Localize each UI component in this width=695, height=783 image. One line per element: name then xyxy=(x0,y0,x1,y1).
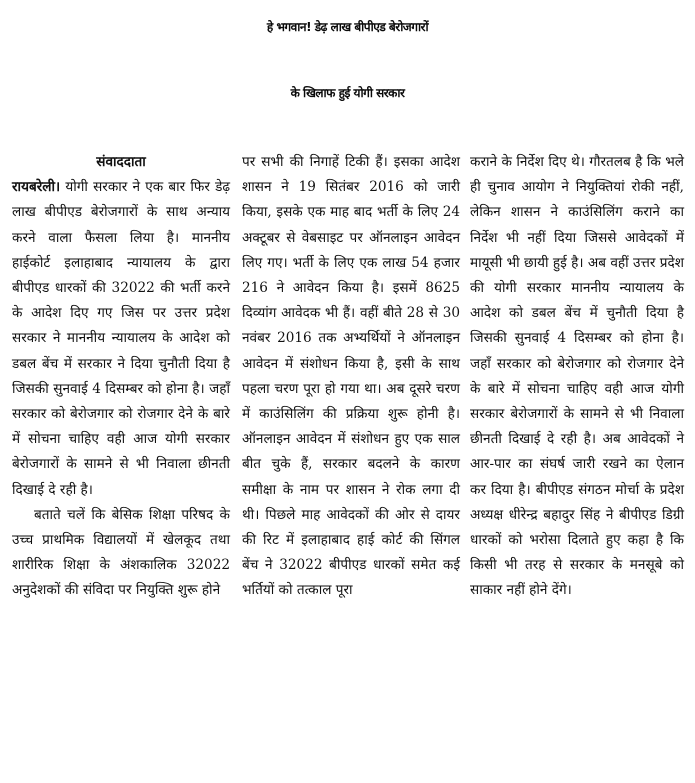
article-column-2 xyxy=(242,150,460,604)
article-column-1 xyxy=(12,150,230,604)
article-column-3 xyxy=(470,150,684,604)
byline: संवाददाता xyxy=(96,154,146,170)
headline-line-2: के खिलाफ हुई योगी सरकार xyxy=(290,86,405,100)
dateline: रायबरेली। xyxy=(12,179,61,196)
column-1-paragraph-1 xyxy=(12,175,230,503)
column-1-text-1: योगी सरकार ने एक बार फिर डेढ़ लाख बीपीएड बेरोजगारों के साथ अन्याय करने वाला फैसला लिया है। माननीय हाईकोर्ट इलाहाबाद न्यायालय के द्वारा बीपीएड धारकों की 32022 की भर्ती करने के आदेश दिए गए जिस पर उत्तर प्रदेश सरकार ने माननीय न्यायालय के आदेश को डबल बेंच में सरकार ने दिया चुनौती दिया है जिसकी सुनवाई 4 दिसम्बर को होना है। जहाँ सरकार को बेरोजगार को रोजगार देने के बारे में सोचना चाहिए वही आज योगी सरकार बेरोजगारों के सामने से भी निवाला छीनती दिखाई दे रही है। xyxy=(12,179,231,498)
column-2-text: पर सभी की निगाहें टिकी हैं। इसका आदेश शासन ने 19 सितंबर 2016 को जारी किया, इसके एक माह बाद भर्ती के लिए 24 अक्टूबर से वेबसाइट पर ऑनलाइन आवेदन लिए गए। भर्ती के लिए एक लाख 54 हजार 216 ने आवेदन किया है। इसमें 8625 दिव्यांग आवेदक भी हैं। वहीं बीते 28 से 30 नवंबर 2016 तक अभ्यर्थियों ने ऑनलाइन आवेदन में संशोधन किया है, इसी के साथ पहला चरण पूरा हो गया था। अब दूसरे चरण में काउंसिलिंग की प्रक्रिया शुरू होनी है। ऑनलाइन आवेदन में संशोधन हुए एक साल बीत चुके हैं, सरकार बदलने के कारण समीक्षा के नाम पर शासन ने रोक लगा दी थी। पिछले माह आवेदकों की ओर से दायर की रिट में इलाहाबाद हाई कोर्ट की सिंगल बेंच ने 32022 बीपीएड धारकों समेत कई भर्तियों को तत्काल पूरा xyxy=(242,154,460,599)
column-3-text: कराने के निर्देश दिए थे। गौरतलब है कि भले ही चुनाव आयोग ने नियुक्तियां रोकी नहीं, लेकिन शासन ने काउंसिलिंग कराने का निर्देश भी नहीं दिया जिससे आवेदकों में मायूसी भी छायी हुई है। अब वहीं उत्तर प्रदेश की योगी सरकार माननीय न्यायालय के आदेश को डबल बेंच में चुनौती दिया है जिसकी सुनवाई 4 दिसम्बर को होना है। जहाँ सरकार को बेरोजगार को रोजगार देने के बारे में सोचना चाहिए वही आज योगी सरकार बेरोजगारों के सामने से भी निवाला छीनती दिखाई दे रही है। अब आवेदकों ने आर-पार का संघर्ष जारी रखने का ऐलान कर दिया है। बीपीएड संगठन मोर्चा के प्रदेश अध्यक्ष धीरेन्द्र बहादुर सिंह ने बीपीएड डिग्री धारकों को भरोसा दिलाते हुए कहा है कि किसी भी तरह से सरकार के मनसूबे को साकार नहीं होने देंगे। xyxy=(470,154,684,599)
headline-line-1: हे भगवान! डेढ़ लाख बीपीएड बेरोजगारों xyxy=(266,20,429,34)
column-1-paragraph-2: बताते चलें कि बेसिक शिक्षा परिषद के उच्च प्राथमिक विद्यालयों में खेलकूद तथा शारीरिक शिक्षा के अंशकालिक 32022 अनुदेशकों की संविदा पर नियुक्ति शुरू होने xyxy=(12,506,230,599)
